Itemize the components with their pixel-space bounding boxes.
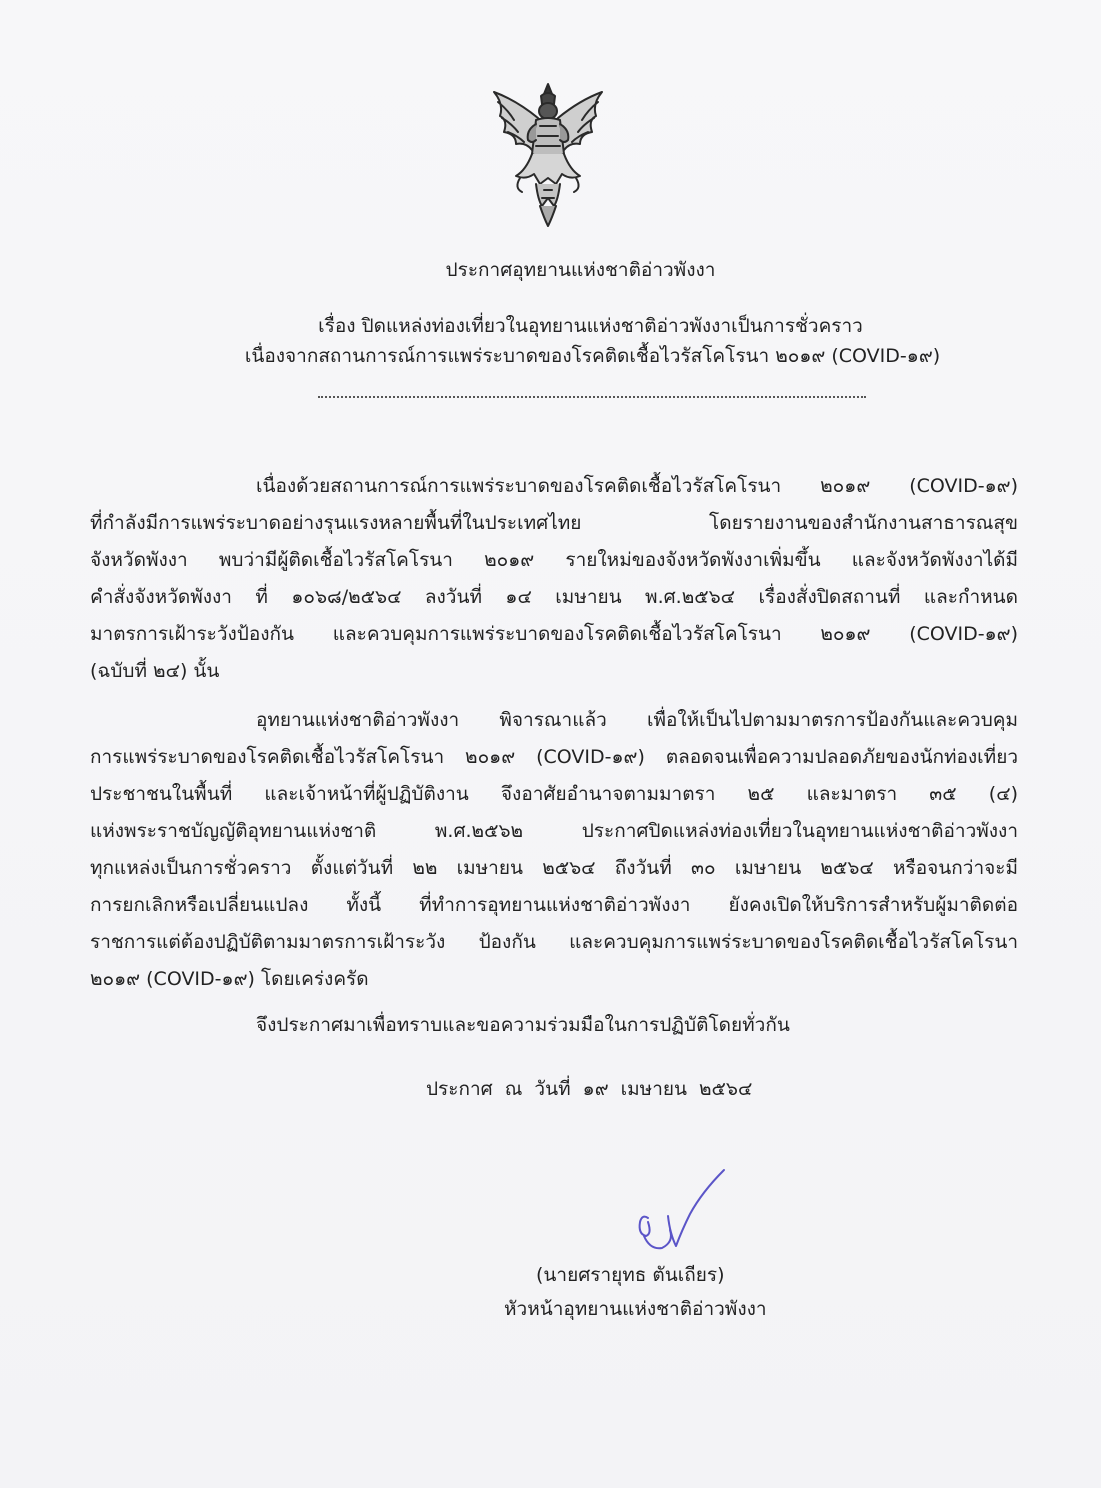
garuda-emblem-icon bbox=[486, 80, 610, 230]
announcement-date: ประกาศ ณ วันที่ ๑๙ เมษายน ๒๕๖๔ bbox=[426, 1078, 753, 1100]
signatory-position: หัวหน้าอุทยานแห่งชาติอ่าวพังงา bbox=[504, 1298, 767, 1320]
announcement-subject-continued: เนื่องจากสถานการณ์การแพร่ระบาดของโรคติดเชื้อไวรัสโคโรนา ๒๐๑๙ (COVID-๑๙) bbox=[244, 345, 941, 367]
paragraph-2 bbox=[90, 702, 1018, 998]
paragraph-1 bbox=[90, 468, 1018, 690]
paragraph-2-line: การยกเลิกหรือเปลี่ยนแปลง ทั้งนี้ ที่ทำการอุทยานแห่งชาติอ่าวพังงา ยังคงเปิดให้บริการสำหรับผู้มาติดต่อ bbox=[90, 894, 1018, 916]
dotted-divider bbox=[318, 396, 866, 398]
announcement-title: ประกาศอุทยานแห่งชาติอ่าวพังงา bbox=[445, 259, 716, 281]
paragraph-1-line: (ฉบับที่ ๒๔) นั้น bbox=[90, 660, 220, 682]
paragraph-1-line: เนื่องด้วยสถานการณ์การแพร่ระบาดของโรคติดเชื้อไวรัสโคโรนา ๒๐๑๙ (COVID-๑๙) bbox=[256, 475, 1018, 497]
paragraph-1-line: มาตรการเฝ้าระวังป้องกัน และควบคุมการแพร่ระบาดของโรคติดเชื้อไวรัสโคโรนา ๒๐๑๙ (COVID-๑๙) bbox=[90, 623, 1018, 645]
handwritten-signature bbox=[620, 1160, 730, 1260]
paragraph-1-line: คำสั่งจังหวัดพังงา ที่ ๑๐๖๘/๒๕๖๔ ลงวันที่ ๑๔ เมษายน พ.ศ.๒๕๖๔ เรื่องสั่งปิดสถานที่ และกำหนด bbox=[90, 586, 1018, 608]
signatory-name: (นายศรายุทธ ตันเถียร) bbox=[536, 1264, 725, 1286]
announcement-subject: เรื่อง ปิดแหล่งท่องเที่ยวในอุทยานแห่งชาติอ่าวพังงาเป็นการชั่วคราว bbox=[318, 315, 863, 337]
paragraph-1-line: จังหวัดพังงา พบว่ามีผู้ติดเชื้อไวรัสโคโรนา ๒๐๑๙ รายใหม่ของจังหวัดพังงาเพิ่มขึ้น และจังหวัดพังงาได้มี bbox=[90, 549, 1018, 571]
paragraph-2-line: อุทยานแห่งชาติอ่าวพังงา พิจารณาแล้ว เพื่อให้เป็นไปตามมาตรการป้องกันและควบคุม bbox=[256, 709, 1018, 731]
paragraph-2-line: ๒๐๑๙ (COVID-๑๙) โดยเคร่งครัด bbox=[90, 968, 369, 990]
closing-statement: จึงประกาศมาเพื่อทราบและขอความร่วมมือในการปฏิบัติโดยทั่วกัน bbox=[256, 1014, 790, 1036]
paragraph-2-line: ประชาชนในพื้นที่ และเจ้าหน้าที่ผู้ปฏิบัติงาน จึงอาศัยอำนาจตามมาตรา ๒๕ และมาตรา ๓๕ (๔) bbox=[90, 783, 1018, 805]
paragraph-2-line: ทุกแหล่งเป็นการชั่วคราว ตั้งแต่วันที่ ๒๒ เมษายน ๒๕๖๔ ถึงวันที่ ๓๐ เมษายน ๒๕๖๔ หรือจนกว่าจะมี bbox=[90, 857, 1018, 879]
paragraph-1-line: ที่กำลังมีการแพร่ระบาดอย่างรุนแรงหลายพื้นที่ในประเทศไทย โดยรายงานของสำนักงานสาธารณสุข bbox=[90, 512, 1018, 534]
paragraph-2-line: การแพร่ระบาดของโรคติดเชื้อไวรัสโคโรนา ๒๐๑๙ (COVID-๑๙) ตลอดจนเพื่อความปลอดภัยของนักท่องเที่ยว bbox=[90, 746, 1018, 768]
paragraph-2-line: แห่งพระราชบัญญัติอุทยานแห่งชาติ พ.ศ.๒๕๖๒ ประกาศปิดแหล่งท่องเที่ยวในอุทยานแห่งชาติอ่าวพังงา bbox=[90, 820, 1018, 842]
paragraph-2-line: ราชการแต่ต้องปฏิบัติตามมาตรการเฝ้าระวัง ป้องกัน และควบคุมการแพร่ระบาดของโรคติดเชื้อไวรัสโคโรนา bbox=[90, 931, 1018, 953]
